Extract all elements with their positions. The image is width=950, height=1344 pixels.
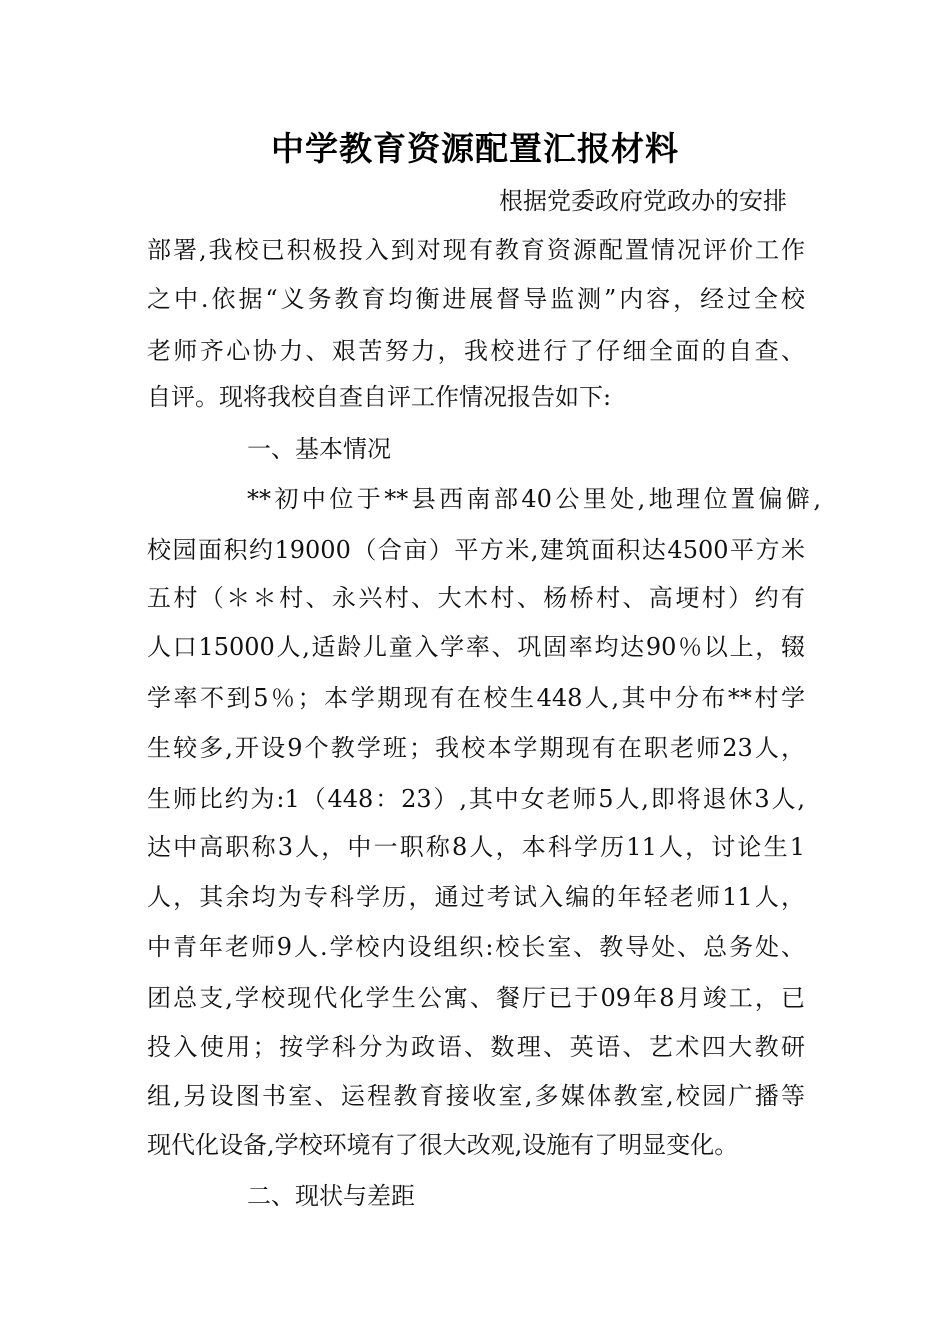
paragraph-line: 老师齐心协力、艰苦努力，我校进行了仔细全面的自查、	[147, 337, 805, 365]
paragraph-line: 中青年老师9人.学校内设组织:校长室、教导处、总务处、	[147, 933, 805, 961]
paragraph-line: 之中.依据“义务教育均衡进展督导监测”内容，经过全校	[147, 285, 805, 313]
paragraph-line: 团总支,学校现代化学生公寓、餐厅已于09年8月竣工，已	[147, 984, 805, 1012]
paragraph-line: 达中高职称3人，中一职称8人，本科学历11人，讨论生1	[147, 833, 805, 861]
paragraph-line: 部署,我校已积极投入到对现有教育资源配置情况评价工作	[147, 236, 805, 264]
paragraph-line: 校园面积约19000（合亩）平方米,建筑面积达4500平方米	[147, 536, 805, 564]
paragraph-line: 五村（＊＊村、永兴村、大木村、杨桥村、高埂村）约有	[147, 584, 805, 612]
document-title: 中学教育资源配置汇报材料	[271, 129, 679, 168]
paragraph-line: 现代化设备,学校环境有了很大改观,设施有了明显变化。	[147, 1131, 739, 1159]
section-heading: 二、现状与差距	[247, 1182, 415, 1210]
paragraph-line: 组,另设图书室、运程教育接收室,多媒体教室,校园广播等	[147, 1082, 805, 1110]
paragraph-line: 人口15000人,适龄儿童入学率、巩固率均达90％以上，辍	[147, 633, 805, 661]
paragraph-line: 生较多,开设9个教学班；我校本学期现有在职老师23人，	[147, 734, 805, 762]
paragraph-line: 自评。现将我校自查自评工作情况报告如下:	[147, 383, 612, 411]
paragraph-line: 学率不到5％；本学期现有在校生448人,其中分布**村学	[147, 684, 805, 712]
paragraph-line: 投入使用；按学科分为政语、数理、英语、艺术四大教研	[147, 1033, 805, 1061]
section-heading: 一、基本情况	[247, 435, 391, 463]
paragraph-line: **初中位于**县西南部40公里处,地理位置偏僻,	[247, 485, 821, 513]
paragraph-line: 人，其余均为专科学历，通过考试入编的年轻老师11人，	[147, 883, 805, 911]
paragraph-line: 生师比约为:1（448：23）,其中女老师5人,即将退休3人,	[147, 785, 805, 813]
paragraph-line: 根据党委政府党政办的安排	[499, 187, 787, 215]
